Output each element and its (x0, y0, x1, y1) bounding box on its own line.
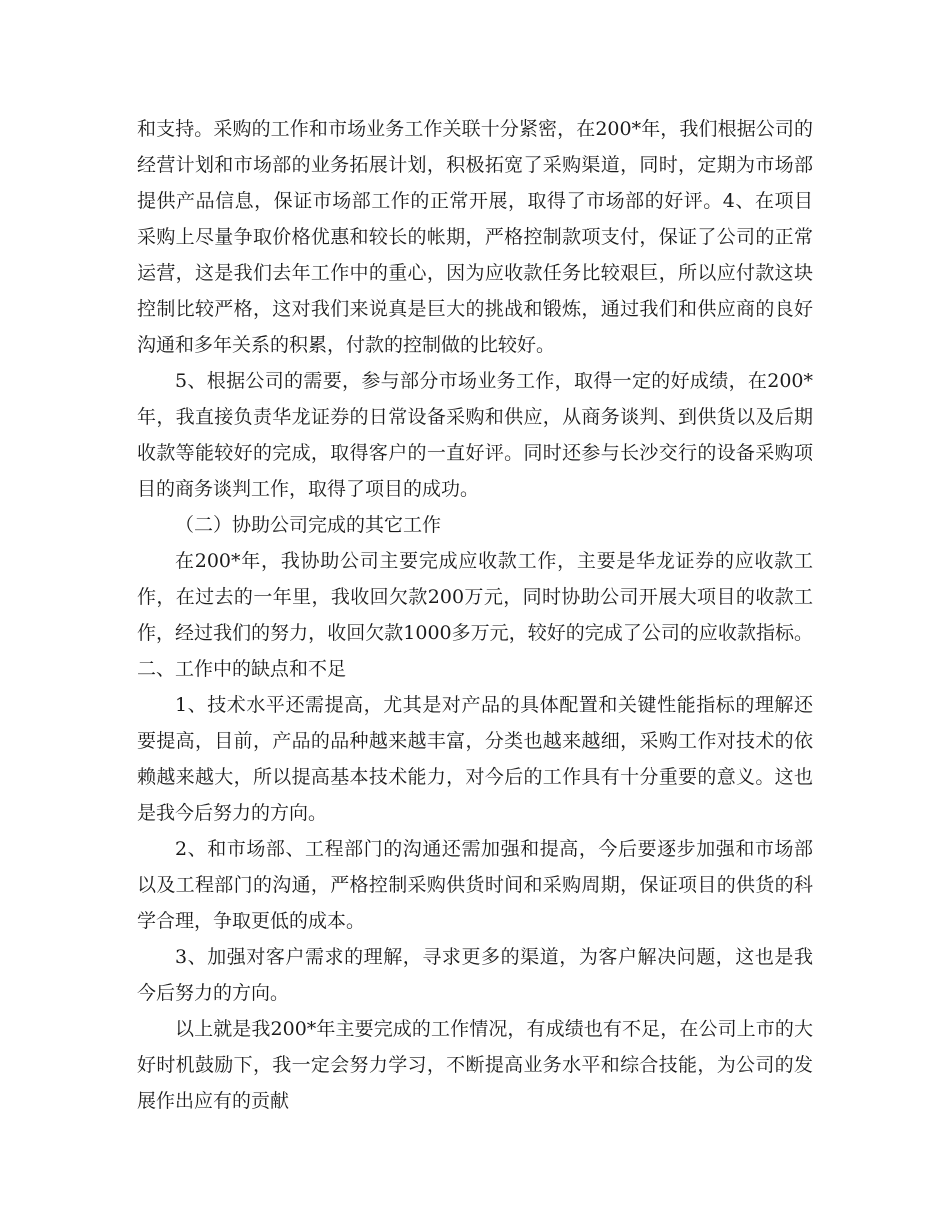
paragraph-shortcoming-customer: 3、加强对客户需求的理解，寻求更多的渠道，为客户解决问题，这也是我今后努力的方向。 (137, 946, 813, 1004)
paragraph-conclusion: 以上就是我200*年主要完成的工作情况，有成绩也有不足，在公司上市的大好时机鼓励下，我一定会努力学习，不断提高业务水平和综合技能，为公司的发展作出应有的贡献 (137, 1018, 813, 1112)
section-heading-other-work: （二）协助公司完成的其它工作 (175, 514, 442, 536)
paragraph-market-business: 5、根据公司的需要，参与部分市场业务工作，取得一定的好成绩，在200*年，我直接负责华龙证券的日常设备采购和供应，从商务谈判、到供货以及后期收款等能较好的完成，取得客户的一直好评。同时还参与长沙交行的设备采购项目的商务谈判工作，取得了项目的成功。 (137, 370, 813, 500)
paragraph-receivables: 在200*年，我协助公司主要完成应收款工作，主要是华龙证券的应收款工作，在过去的一年里，我收回欠款200万元，同时协助公司开展大项目的收款工作，经过我们的努力，收回欠款1000多万元，较好的完成了公司的应收款指标。二、工作中的缺点和不足 (137, 550, 813, 680)
document-body (137, 111, 813, 1119)
paragraph-procurement-cooperation: 和支持。采购的工作和市场业务工作关联十分紧密，在200*年，我们根据公司的经营计划和市场部的业务拓展计划，积极拓宽了采购渠道，同时，定期为市场部提供产品信息，保证市场部工作的正常开展，取得了市场部的好评。4、在项目采购上尽量争取价格优惠和较长的帐期，严格控制款项支付，保证了公司的正常运营，这是我们去年工作中的重心，因为应收款任务比较艰巨，所以应付款这块控制比较严格，这对我们来说真是巨大的挑战和锻炼，通过我们和供应商的良好沟通和多年关系的积累，付款的控制做的比较好。 (137, 118, 813, 356)
paragraph-shortcoming-communication: 2、和市场部、工程部门的沟通还需加强和提高，今后要逐步加强和市场部以及工程部门的沟通，严格控制采购供货时间和采购周期，保证项目的供货的科学合理，争取更低的成本。 (137, 838, 813, 932)
paragraph-shortcoming-technical: 1、技术水平还需提高，尤其是对产品的具体配置和关键性能指标的理解还要提高，目前，产品的品种越来越丰富，分类也越来越细，采购工作对技术的依赖越来越大，所以提高基本技术能力，对今后的工作具有十分重要的意义。这也是我今后努力的方向。 (137, 694, 813, 824)
